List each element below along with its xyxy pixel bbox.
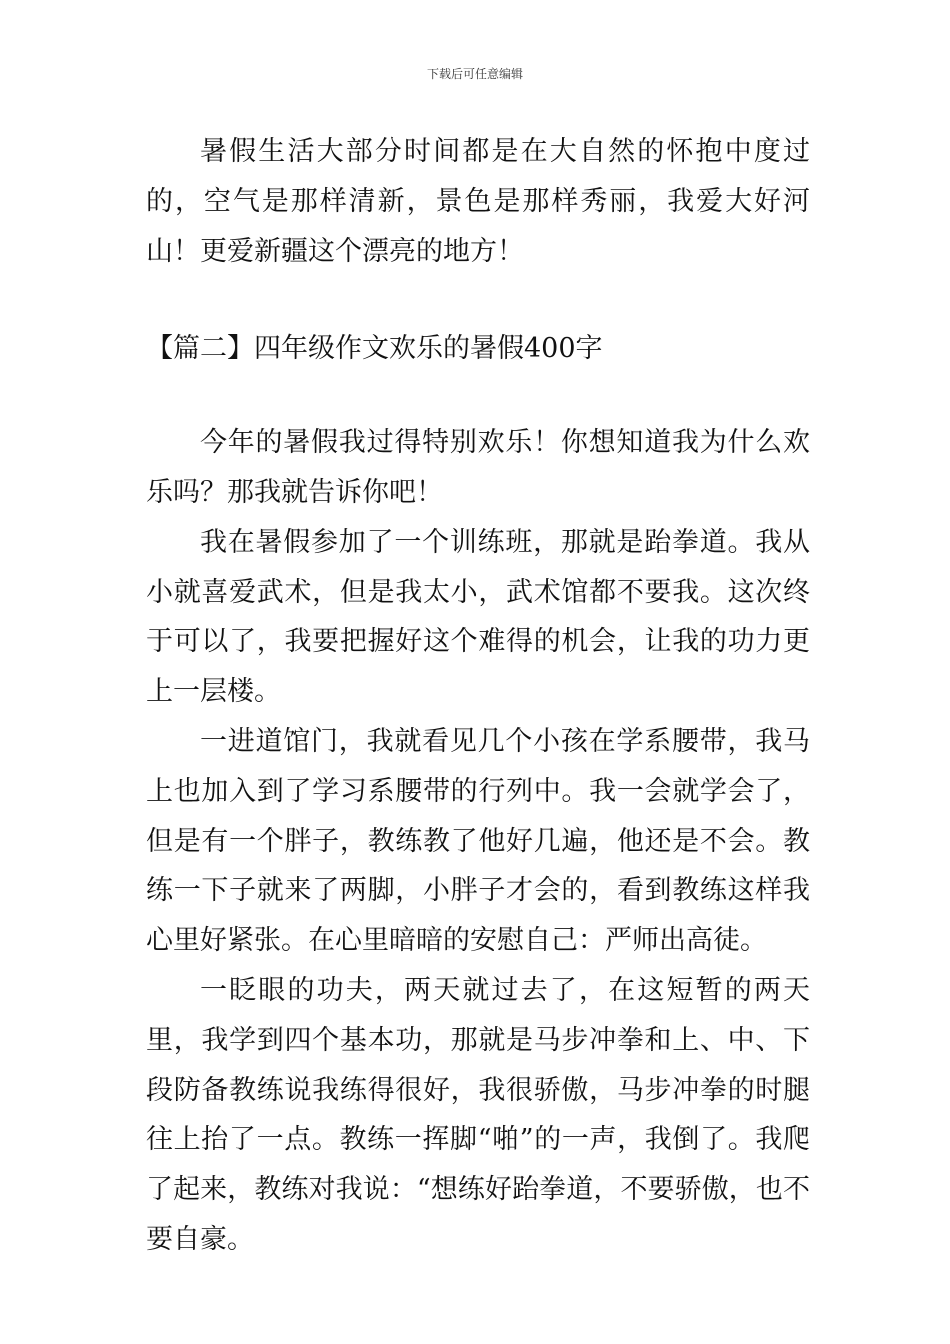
paragraph: 今年的暑假我过得特别欢乐！你想知道我为什么欢乐吗？那我就告诉你吧！ bbox=[146, 427, 810, 508]
document-body bbox=[146, 127, 810, 1265]
paragraph: 一进道馆门，我就看见几个小孩在学系腰带，我马上也加入到了学习系腰带的行列中。我一会就学会了，但是有一个胖子，教练教了他好几遍，他还是不会。教练一下子就来了两脚，小胖子才会的，看到教练这样我心里好紧张。在心里暗暗的安慰自己：严师出高徒。 bbox=[146, 725, 810, 957]
spacer bbox=[146, 374, 810, 418]
paragraph: 一眨眼的功夫，两天就过去了，在这短暂的两天里，我学到四个基本功，那就是马步冲拳和上、中、下段防备教练说我练得很好，我很骄傲，马步冲拳的时腿往上抬了一点。教练一挥脚“啪”的一声，我倒了。我爬了起来，教练对我说：“想练好跆拳道，不要骄傲，也不要自豪。 bbox=[146, 974, 810, 1255]
section-heading: 【篇二】四年级作文欢乐的暑假400字 bbox=[146, 333, 603, 365]
paragraph: 我在暑假参加了一个训练班，那就是跆拳道。我从小就喜爱武术，但是我太小，武术馆都不要我。这次终于可以了，我要把握好这个难得的机会，让我的功力更上一层楼。 bbox=[146, 526, 810, 708]
spacer bbox=[146, 276, 810, 324]
header-note: 下载后可任意编辑 bbox=[426, 67, 523, 81]
paragraph-intro: 暑假生活大部分时间都是在大自然的怀抱中度过的，空气是那样清新，景色是那样秀丽，我爱大好河山！更爱新疆这个漂亮的地方！ bbox=[146, 136, 810, 267]
